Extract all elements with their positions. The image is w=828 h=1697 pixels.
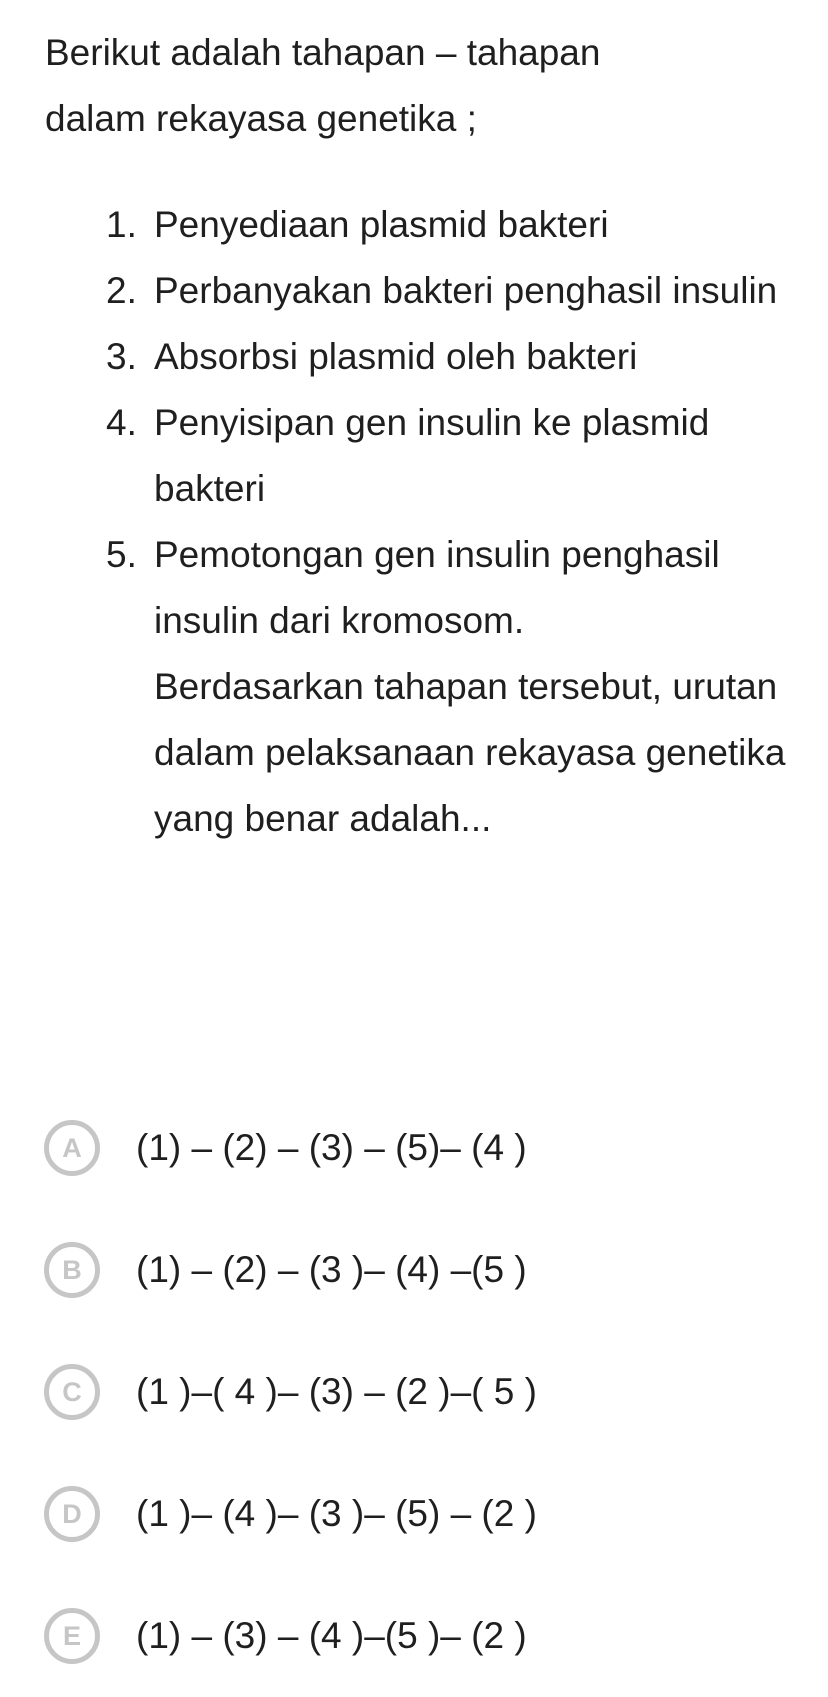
option-c[interactable] xyxy=(44,1331,804,1453)
option-letter-badge: B xyxy=(44,1242,100,1298)
option-letter-badge: C xyxy=(44,1364,100,1420)
step-item-5 xyxy=(106,522,818,852)
option-letter-badge: E xyxy=(44,1608,100,1664)
option-text: (1 )–( 4 )– (3) – (2 )–( 5 ) xyxy=(136,1371,537,1412)
option-b[interactable] xyxy=(44,1209,804,1331)
step-number: 2. xyxy=(106,270,137,311)
intro-line-2: dalam rekayasa genetika ; xyxy=(45,98,477,139)
step-item-2 xyxy=(106,258,818,324)
option-d[interactable] xyxy=(44,1453,804,1575)
step-text: Penyediaan plasmid bakteri xyxy=(154,204,609,245)
option-text: (1) – (2) – (3) – (5)– (4 ) xyxy=(136,1127,527,1168)
option-text: (1) – (2) – (3 )– (4) –(5 ) xyxy=(136,1249,527,1290)
step-text: Perbanyakan bakteri penghasil insulin xyxy=(154,270,778,311)
option-e[interactable] xyxy=(44,1575,804,1697)
intro-line-1: Berikut adalah tahapan – tahapan xyxy=(45,32,601,73)
steps-list xyxy=(106,192,818,852)
step-text: Absorbsi plasmid oleh bakteri xyxy=(154,336,638,377)
step-number: 5. xyxy=(106,534,137,575)
option-a[interactable] xyxy=(44,1087,804,1209)
question-text: Berdasarkan tahapan tersebut, urutan dalam pelaksanaan rekayasa genetika yang benar adalah... xyxy=(154,666,786,839)
step-number: 3. xyxy=(106,336,137,377)
step-text-content: Pemotongan gen insulin penghasil insulin dari kromosom. xyxy=(154,534,720,641)
step-number: 1. xyxy=(106,204,137,245)
step-item-3 xyxy=(106,324,818,390)
step-text xyxy=(154,522,818,852)
option-letter-badge: D xyxy=(44,1486,100,1542)
step-text: Penyisipan gen insulin ke plasmid bakteri xyxy=(154,402,710,509)
step-number: 4. xyxy=(106,402,137,443)
option-text: (1) – (3) – (4 )–(5 )– (2 ) xyxy=(136,1615,527,1656)
answer-options xyxy=(44,1087,804,1697)
step-item-1 xyxy=(106,192,818,258)
intro-text xyxy=(45,20,805,152)
step-item-4 xyxy=(106,390,818,522)
option-letter-badge: A xyxy=(44,1120,100,1176)
option-text: (1 )– (4 )– (3 )– (5) – (2 ) xyxy=(136,1493,537,1534)
